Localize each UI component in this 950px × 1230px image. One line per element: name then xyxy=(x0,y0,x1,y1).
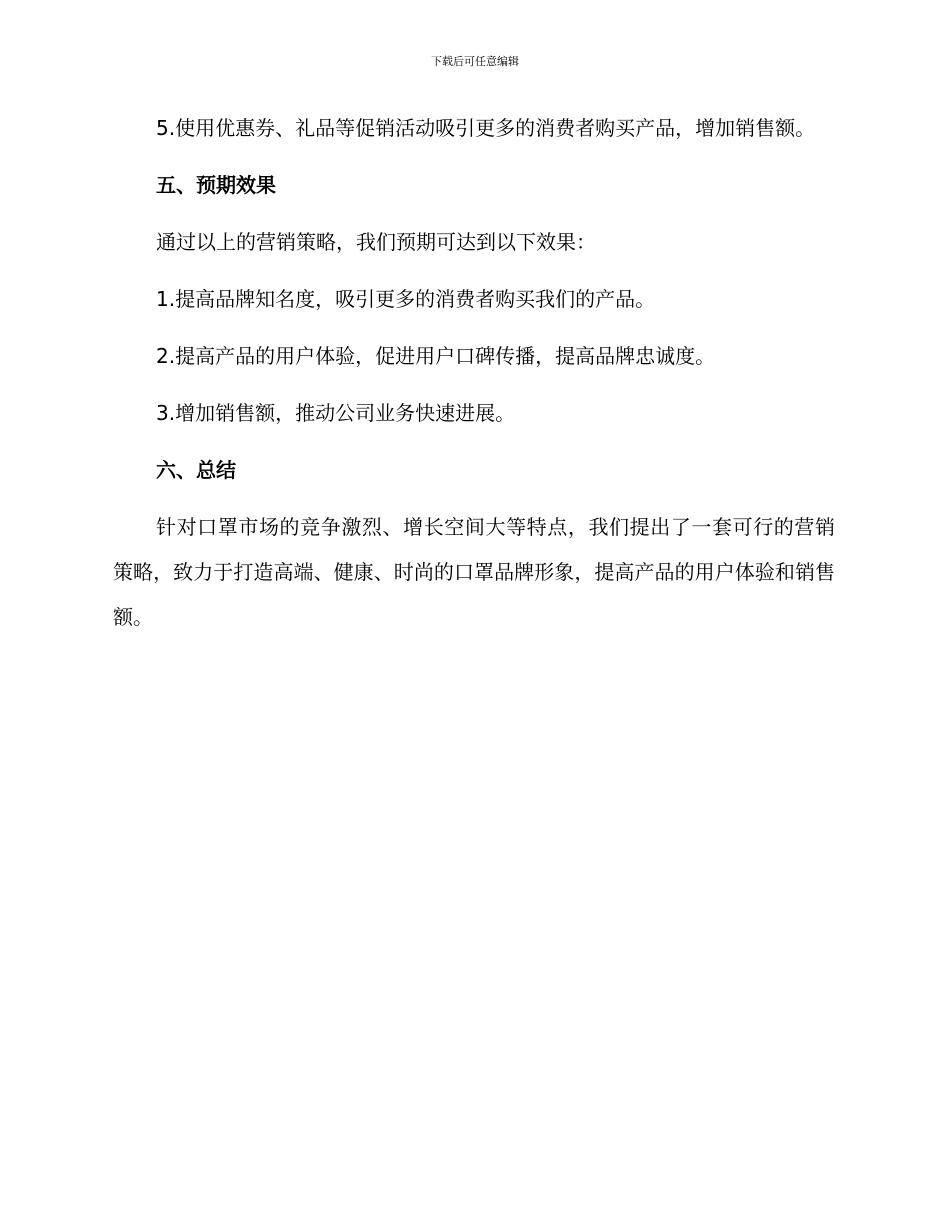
effect-item-3: 3.增加销售额，推动公司业务快速进展。 xyxy=(156,401,516,425)
document-body xyxy=(113,106,835,652)
summary-paragraph: 针对口罩市场的竞争激烈、增长空间大等特点，我们提出了一套可行的营销策略，致力于打造高端、健康、时尚的口罩品牌形象，提高产品的用户体验和销售额。 xyxy=(113,515,835,629)
effect-item-2: 2.提高产品的用户体验，促进用户口碑传播，提高品牌忠诚度。 xyxy=(156,344,716,368)
expected-effects-intro: 通过以上的营销策略，我们预期可达到以下效果： xyxy=(156,230,596,254)
effect-item-1: 1.提高品牌知名度，吸引更多的消费者购买我们的产品。 xyxy=(156,287,656,311)
list-item-5: 5.使用优惠券、礼品等促销活动吸引更多的消费者购买产品，增加销售额。 xyxy=(156,116,816,140)
page-header: 下载后可任意编辑 xyxy=(431,55,519,68)
section-heading-expected-effects: 五、预期效果 xyxy=(156,173,276,197)
section-heading-summary: 六、总结 xyxy=(156,458,236,482)
